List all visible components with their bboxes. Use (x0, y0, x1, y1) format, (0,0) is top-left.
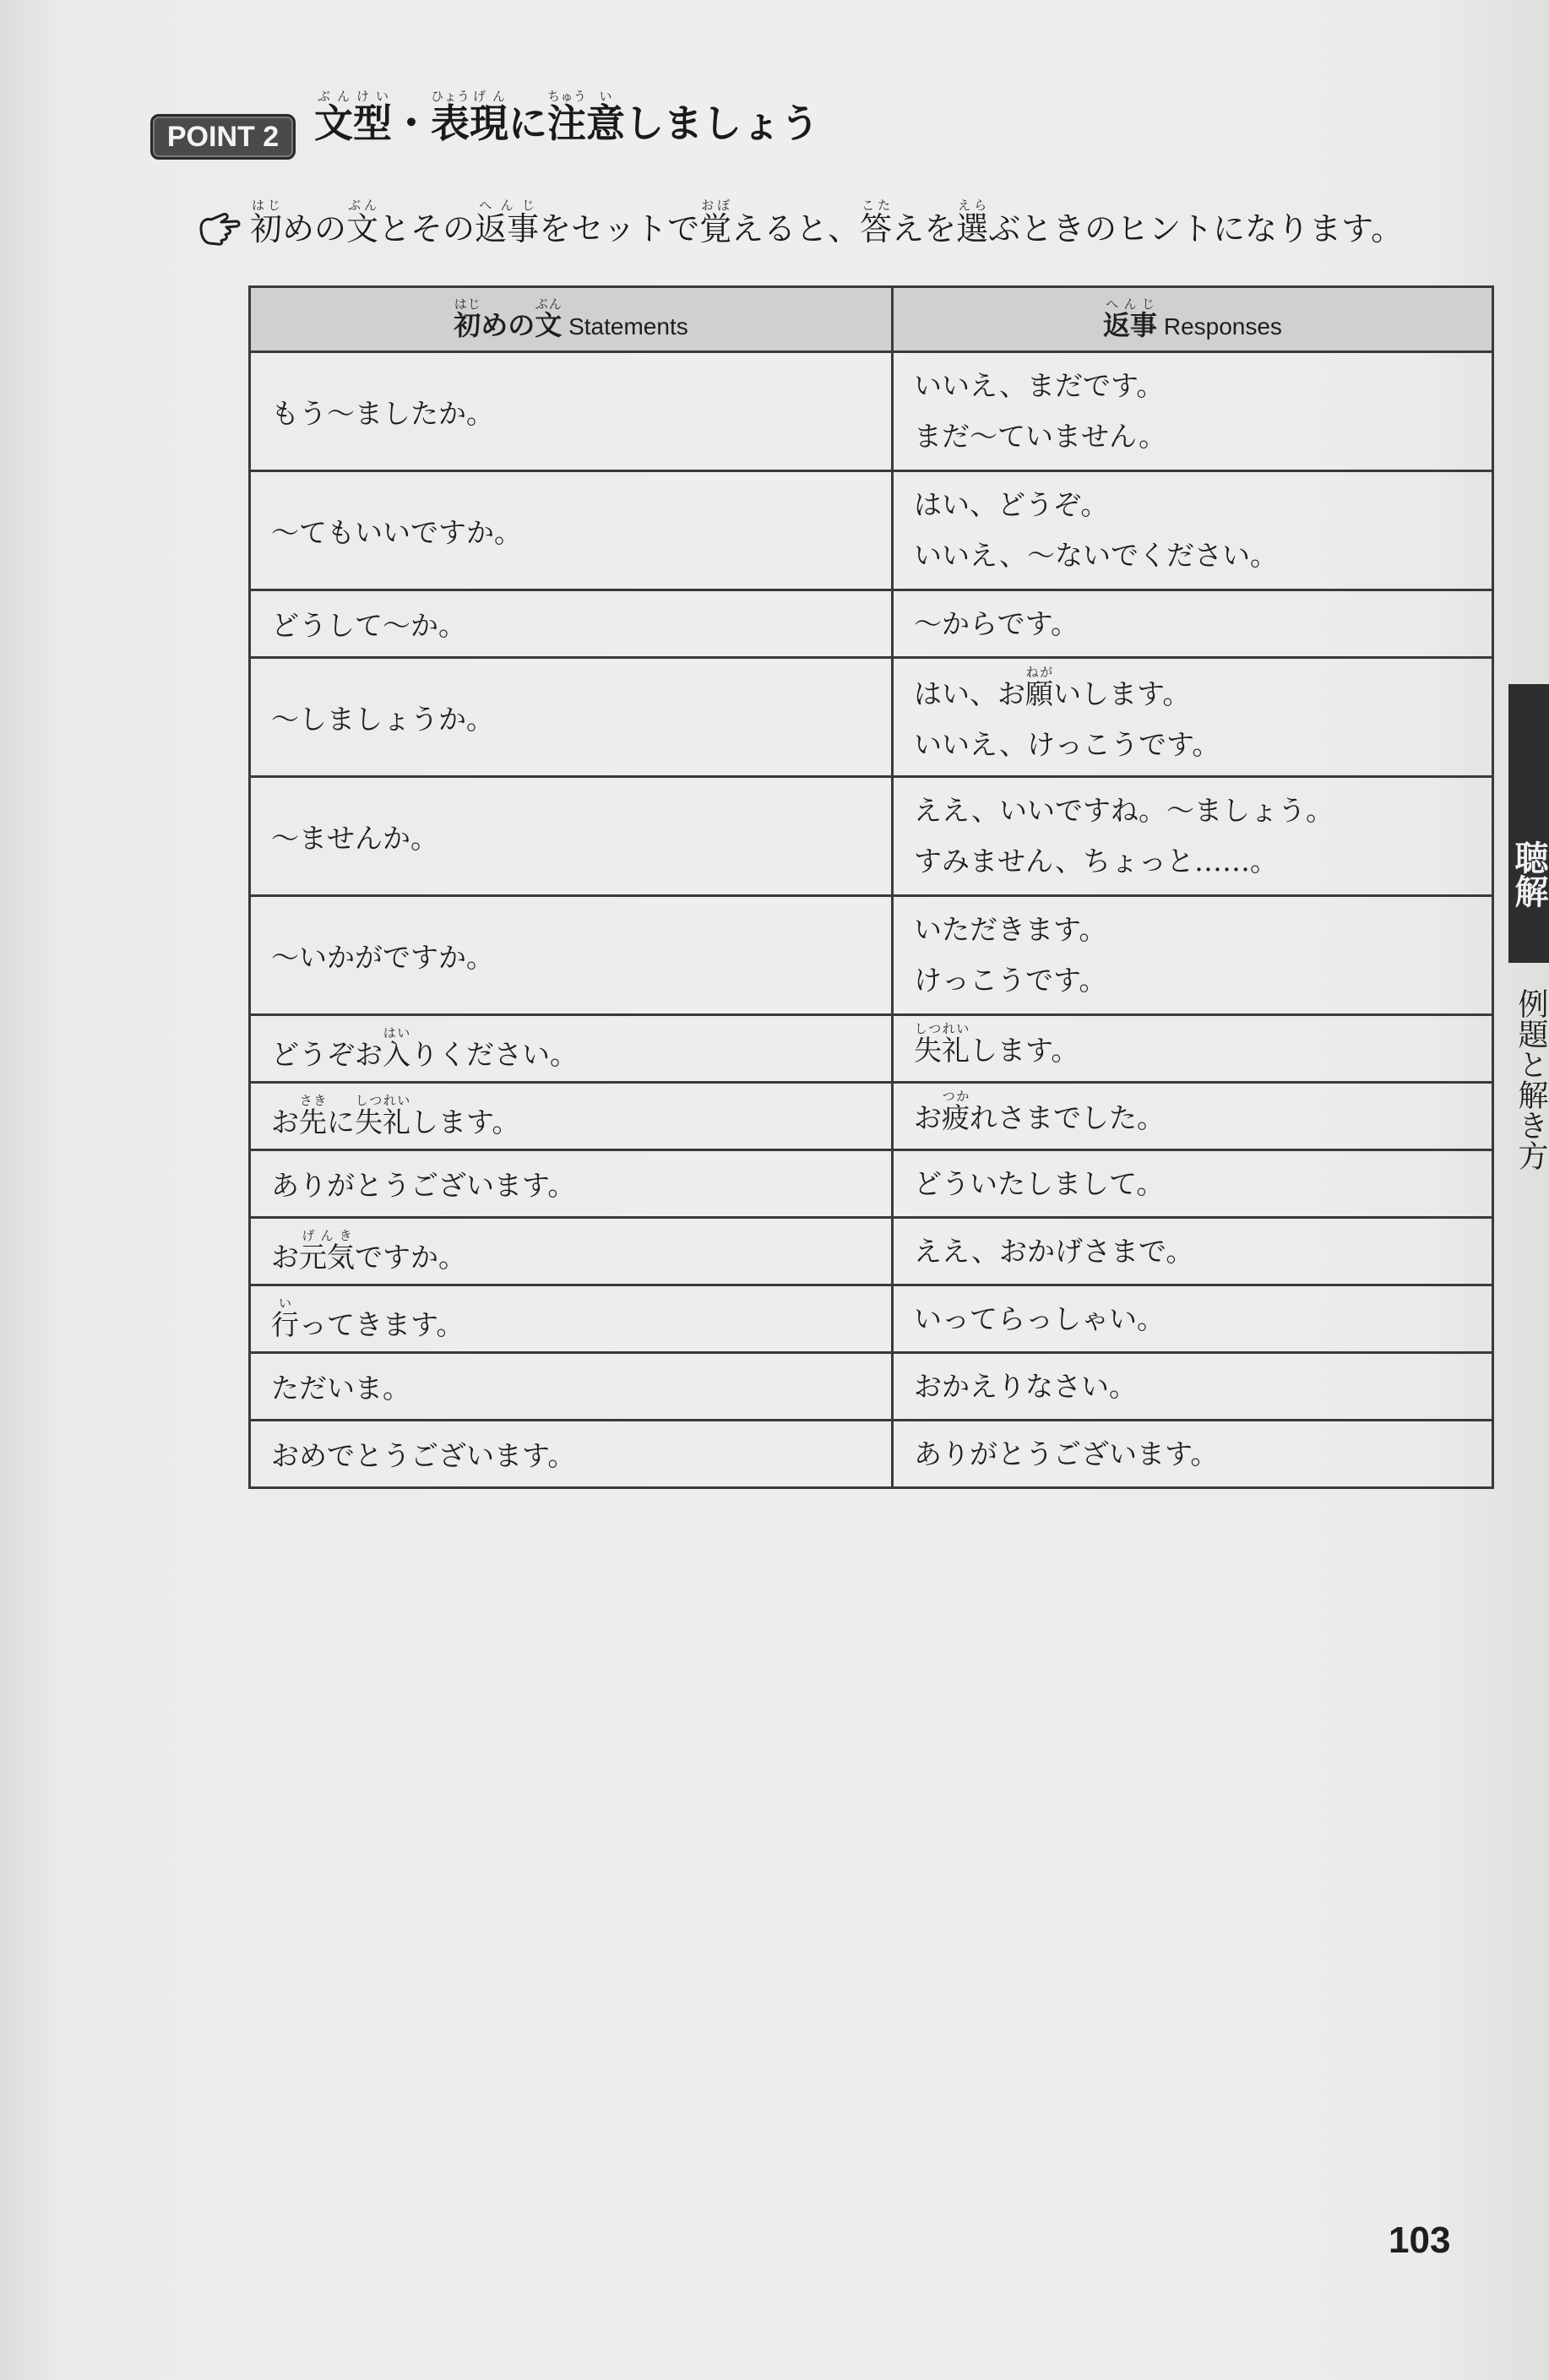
ruby-word: 文ぶん (535, 296, 563, 341)
ruby-word: 初はじ (454, 296, 481, 341)
response-line: ええ、おかげさまで。 (914, 1234, 1194, 1268)
response-line: いただきます。 (914, 913, 1107, 946)
response-cell (893, 1421, 1493, 1488)
response-line: お疲つかれさまでした。 (914, 1089, 1165, 1134)
response-line: ええ、いいですね。〜ましょう。 (914, 794, 1334, 827)
furigana: つか (942, 1089, 970, 1104)
furigana: しつれい (914, 1021, 970, 1036)
furigana: ねが (1025, 664, 1053, 680)
point-badge: POINT 2 (150, 114, 296, 160)
statement-cell: 〜てもいいですか。 (250, 471, 893, 590)
response-cell (893, 1285, 1493, 1353)
ruby-word: 型けい (353, 89, 392, 146)
response-line: すみません、ちょっと……。 (914, 845, 1278, 878)
table-row (250, 896, 1493, 1015)
ruby-word: 入はい (383, 1024, 410, 1071)
table-row (250, 1421, 1493, 1488)
table-row (250, 1083, 1493, 1150)
response-line: 失礼しつれいします。 (914, 1021, 1079, 1067)
ruby-word: 元気げんき (299, 1227, 355, 1274)
statement-cell: おめでとうございます。 (250, 1421, 893, 1488)
ruby-word: 失礼しつれい (355, 1092, 410, 1138)
furigana: ぶん (314, 89, 353, 104)
side-tab: 聴解 (1508, 684, 1549, 963)
ruby-word: 失礼しつれい (914, 1021, 970, 1067)
furigana: い (586, 89, 625, 104)
statement-cell: もう〜ましたか。 (250, 352, 893, 471)
ruby-word: 行い (271, 1295, 299, 1341)
header-responses-en: Responses (1157, 312, 1282, 340)
response-cell (893, 896, 1493, 1015)
furigana: はじ (250, 198, 283, 213)
ruby-word: 文ぶん (314, 89, 353, 146)
table-row (250, 1353, 1493, 1421)
response-line: どういたしまして。 (914, 1166, 1165, 1200)
table-row (250, 471, 1493, 590)
furigana: へんじ (475, 198, 540, 213)
table-header-row (250, 287, 1493, 352)
statement-cell: お元気げんきですか。 (250, 1218, 893, 1285)
table-row (250, 1150, 1493, 1218)
table-row (250, 352, 1493, 471)
furigana: こた (860, 198, 893, 213)
response-cell (893, 1218, 1493, 1285)
response-line: ありがとうございます。 (914, 1437, 1219, 1470)
response-line: 〜からです。 (914, 606, 1079, 640)
statement-cell: 行いってきます。 (250, 1285, 893, 1353)
furigana: い (271, 1295, 299, 1311)
furigana: ぶん (535, 296, 563, 312)
response-line: いいえ、〜ないでください。 (914, 539, 1278, 572)
response-cell (893, 1015, 1493, 1083)
response-line: まだ〜ていません。 (914, 420, 1166, 453)
phrase-table (248, 285, 1494, 1489)
furigana: おぼ (699, 198, 732, 213)
ruby-word: 願ねが (1025, 664, 1053, 710)
table-row (250, 590, 1493, 658)
statement-cell: ただいま。 (250, 1353, 893, 1421)
hint-text: 初はじめの文ぶんとその返事へんじをセットで覚おぼえると、答こたえを選えらぶときのヒントになります。 (250, 198, 1404, 247)
ruby-word: 注ちゅう (547, 89, 586, 146)
header-statements-en: Statements (562, 312, 688, 340)
ruby-word: 先さき (299, 1092, 327, 1138)
furigana: げんき (299, 1227, 355, 1243)
table-row (250, 1285, 1493, 1353)
table-row (250, 1218, 1493, 1285)
ruby-word: 現げん (470, 89, 508, 146)
furigana: しつれい (355, 1092, 410, 1108)
table-row (250, 1015, 1493, 1083)
furigana: げん (470, 89, 508, 104)
table-row (250, 658, 1493, 777)
furigana: えら (956, 198, 989, 213)
ruby-word: 疲つか (942, 1089, 970, 1134)
response-cell (893, 1353, 1493, 1421)
response-line: けっこうです。 (914, 964, 1107, 997)
section-heading: 文ぶん型けい・表ひょう現げんに注ちゅう意いしましょう (314, 89, 819, 146)
header-statements (250, 287, 893, 352)
ruby-word: 返事へんじ (1103, 296, 1158, 341)
furigana: さき (299, 1092, 327, 1108)
furigana: ひょう (431, 89, 470, 104)
page-number: 103 (1389, 2220, 1451, 2261)
response-cell (893, 352, 1493, 471)
ruby-word: 返事へんじ (475, 198, 540, 247)
response-cell (893, 777, 1493, 896)
pointing-hand-icon (198, 209, 242, 247)
statement-cell: 〜いかがですか。 (250, 896, 893, 1015)
table-body (250, 352, 1493, 1488)
header-responses-ja (1103, 296, 1158, 341)
statement-cell: ありがとうございます。 (250, 1150, 893, 1218)
ruby-word: 意い (586, 89, 625, 146)
statement-cell: どうぞお入はいりください。 (250, 1015, 893, 1083)
furigana: はじ (454, 296, 481, 312)
header-responses (893, 287, 1493, 352)
ruby-word: 選えら (956, 198, 989, 247)
table-row (250, 777, 1493, 896)
side-tab-sublabel: 例題と解き方 (1514, 988, 1548, 1171)
header-statements-ja: 初はじめの文ぶん (454, 296, 563, 341)
response-cell (893, 658, 1493, 777)
response-line: いってらっしゃい。 (914, 1301, 1165, 1335)
furigana: ちゅう (547, 89, 586, 104)
furigana: はい (383, 1024, 410, 1041)
response-line: おかえりなさい。 (914, 1369, 1137, 1403)
furigana: けい (353, 89, 392, 104)
response-cell (893, 590, 1493, 658)
response-line: いいえ、まだです。 (914, 369, 1165, 402)
response-line: はい、どうぞ。 (914, 488, 1109, 521)
furigana: へんじ (1103, 296, 1158, 312)
response-cell (893, 1150, 1493, 1218)
statement-cell: 〜ませんか。 (250, 777, 893, 896)
statement-cell: 〜しましょうか。 (250, 658, 893, 777)
response-cell (893, 1083, 1493, 1150)
response-cell (893, 471, 1493, 590)
statement-cell: お先さきに失礼しつれいします。 (250, 1083, 893, 1150)
ruby-word: 表ひょう (431, 89, 470, 146)
ruby-word: 答こた (860, 198, 893, 247)
furigana: ぶん (346, 198, 379, 213)
response-line: はい、お願ねがいします。 (914, 664, 1191, 710)
ruby-word: 文ぶん (346, 198, 379, 247)
response-line: いいえ、けっこうです。 (914, 727, 1220, 761)
ruby-word: 覚おぼ (699, 198, 732, 247)
ruby-word: 初はじ (250, 198, 283, 247)
statement-cell: どうして〜か。 (250, 590, 893, 658)
